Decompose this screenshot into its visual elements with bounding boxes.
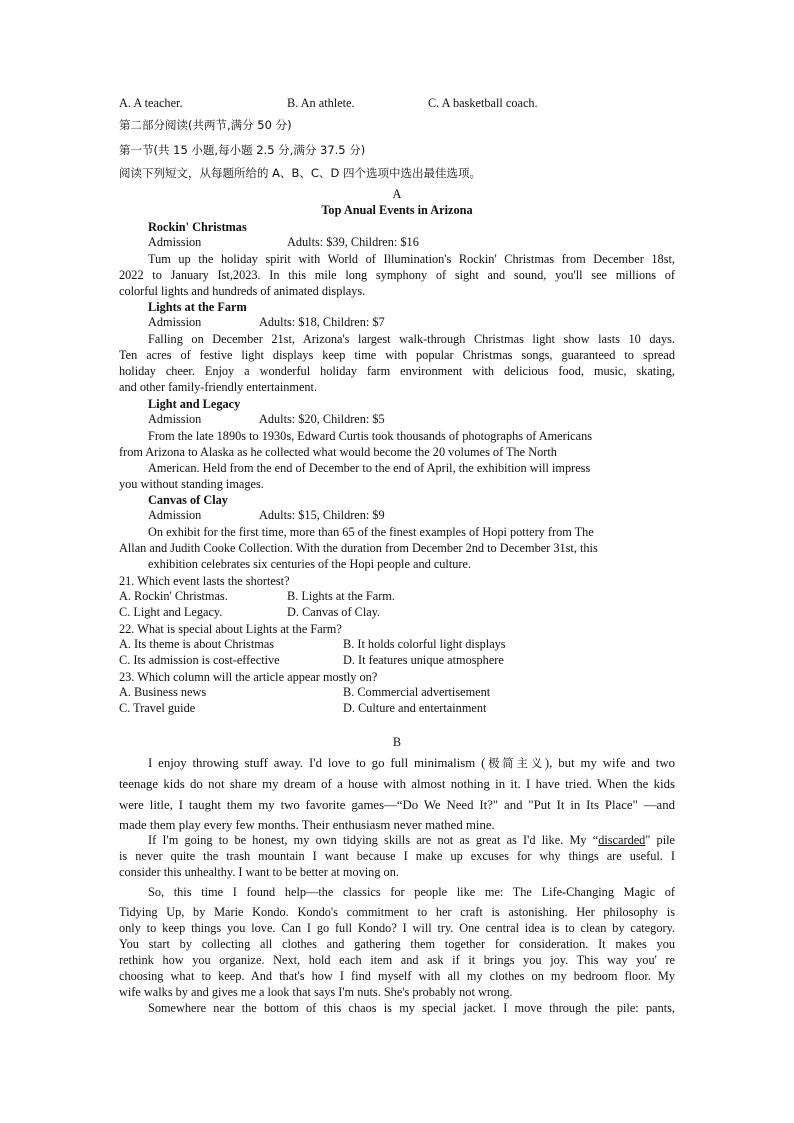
question-23-option-d: D. Culture and entertainment	[343, 701, 487, 715]
passage-b-p3-line: wife walks by and gives me a look that says I'm nuts. She's probably not wrong.	[119, 985, 513, 999]
passage-b-p1-line	[148, 755, 675, 771]
question-21-option-d: D. Canvas of Clay.	[287, 605, 381, 619]
question-23-option-a: A. Business news	[119, 685, 207, 699]
passage-b-p1-text: ), but my wife and two	[544, 756, 676, 770]
event-4-name: Canvas of Clay	[148, 493, 228, 507]
event-3-price: Adults: $20, Children: $5	[259, 412, 385, 426]
event-1-name: Rockin' Christmas	[148, 220, 247, 234]
question-23-option-c: C. Travel guide	[119, 701, 196, 715]
event-4-line: On exhibit for the first time, more than 65 of the finest examples of Hopi pottery from The	[148, 525, 594, 539]
question-22-stem: 22. What is special about Lights at the Farm?	[119, 622, 342, 636]
prev-option-a: A. A teacher.	[119, 96, 183, 110]
event-2-name: Lights at the Farm	[148, 300, 247, 314]
event-2-admission-label: Admission	[148, 315, 202, 329]
event-1-price: Adults: $39, Children: $16	[287, 235, 419, 249]
question-21-option-a: A. Rockin' Christmas.	[119, 589, 228, 603]
question-22-option-b: B. It holds colorful light displays	[343, 637, 506, 651]
passage-b-p1-line: made them play every few months. Their enthusiasm never mathed mine.	[119, 818, 495, 832]
question-21-option-c: C. Light and Legacy.	[119, 605, 223, 619]
prev-option-b: B. An athlete.	[287, 96, 355, 110]
question-23-stem: 23. Which column will the article appear mostly on?	[119, 670, 378, 684]
event-3-line: from Arizona to Alaska as he collected what would become the 20 volumes of The North	[119, 445, 557, 459]
event-1-admission-label: Admission	[148, 235, 202, 249]
passage-b-p2-line: consider this unhealthy. I want to be better at moving on.	[119, 865, 399, 879]
passage-b-p3-line: You start by collecting all clothes and gathering them together for consideration. It makes you	[119, 937, 675, 951]
passage-b-p1-text: I enjoy throwing stuff away. I'd love to go full minimalism (	[148, 756, 486, 770]
passage-b-p4-line: Somewhere near the bottom of this chaos is my special jacket. I move through the pile: pants,	[148, 1001, 675, 1015]
question-21-option-b: B. Lights at the Farm.	[287, 589, 395, 603]
passage-b-p2-text: If I'm going to be honest, my own tidying skills are not as great as I'd like. My “	[148, 833, 599, 847]
question-22-option-a: A. Its theme is about Christmas	[119, 637, 275, 651]
question-22-option-c: C. Its admission is cost-effective	[119, 653, 280, 667]
event-2-line: Falling on December 21st, Arizona's largest walk-through Christmas light show lasts 10 days.	[148, 332, 675, 346]
chinese-gloss: 极简主义	[485, 756, 545, 770]
passage-b-p2-line: is never quite the trash mountain I want because I make up excuses for why things are useful. I	[119, 849, 675, 863]
event-3-admission-label: Admission	[148, 412, 202, 426]
event-4-line: Allan and Judith Cooke Collection. With the duration from December 2nd to December 31st, this	[119, 541, 598, 555]
passage-b-p2-line	[148, 832, 675, 848]
part2-heading: 第二部分阅读(共两节,满分 50 分)	[119, 118, 292, 132]
event-2-line: and other family-friendly entertainment.	[119, 380, 318, 394]
passage-b-p3-line: So, this time I found help—the classics for people like me: The Life-Changing Magic of	[148, 885, 675, 899]
passage-a-title: Top Anual Events in Arizona	[321, 203, 473, 217]
passage-b-p1-line: teenage kids do not share my dream of a house with almost nothing in it. I have tried. When the kids	[119, 777, 675, 791]
event-1-line: colorful lights and hundreds of animated displays.	[119, 284, 366, 298]
event-2-line: holiday cheer. Enjoy a wonderful holiday farm environment with delicious food, music, skating,	[119, 364, 675, 378]
passage-b-p2-text: " pile	[645, 833, 675, 847]
event-4-line: exhibition celebrates six centuries of the Hopi people and culture.	[148, 557, 472, 571]
event-3-line: From the late 1890s to 1930s, Edward Curtis took thousands of photographs of Americans	[148, 429, 593, 443]
event-4-price: Adults: $15, Children: $9	[259, 508, 385, 522]
section1-heading: 第一节(共 15 小题,每小题 2.5 分,满分 37.5 分)	[119, 143, 366, 157]
event-1-line: Tum up the holiday spirit with World of Illumination's Rockin' Christmas from December 18st,	[148, 252, 675, 266]
passage-b-p1-line: were litle, I taught them my two favorite games—“Do We Need It?" and "Put It in Its Place" —and	[119, 798, 675, 812]
question-22-option-d: D. It features unique atmosphere	[343, 653, 504, 667]
passage-b-p3-line: only to keep things you love. Can I go full Kondo? I will try. One central idea is to clean by category.	[119, 921, 675, 935]
event-1-line: 2022 to January Ist,2023. In this mile long symphony of sight and sound, you'll see millions of	[119, 268, 675, 282]
event-3-line: you without standing images.	[119, 477, 264, 491]
passage-b-p3-line: rethink how you organize. Next, hold each item and ask if it brings you joy. This way you' re	[119, 953, 675, 967]
passage-a-letter: A	[392, 187, 402, 201]
underlined-word: discarded	[598, 833, 646, 847]
reading-instruction: 阅读下列短文，从每题所给的 A、B、C、D 四个选项中选出最佳选项。	[119, 166, 481, 180]
event-2-line: Ten acres of festive light displays keep time with popular Christmas songs, guaranteed to spread	[119, 348, 675, 362]
event-4-admission-label: Admission	[148, 508, 202, 522]
event-2-price: Adults: $18, Children: $7	[259, 315, 385, 329]
passage-b-p3-line: Tidying Up, by Marie Kondo. Kondo's commitment to her craft is astonishing. Her philosophy is	[119, 905, 675, 919]
event-3-name: Light and Legacy	[148, 397, 241, 411]
passage-b-p3-line: choosing what to keep. And that's how I find myself with all my clothes on my bedroom floor. My	[119, 969, 675, 983]
question-23-option-b: B. Commercial advertisement	[343, 685, 491, 699]
question-21-stem: 21. Which event lasts the shortest?	[119, 574, 290, 588]
passage-b-letter: B	[392, 735, 402, 749]
event-3-line: American. Held from the end of December to the end of April, the exhibition will impress	[148, 461, 591, 475]
prev-option-c: C. A basketball coach.	[428, 96, 538, 110]
